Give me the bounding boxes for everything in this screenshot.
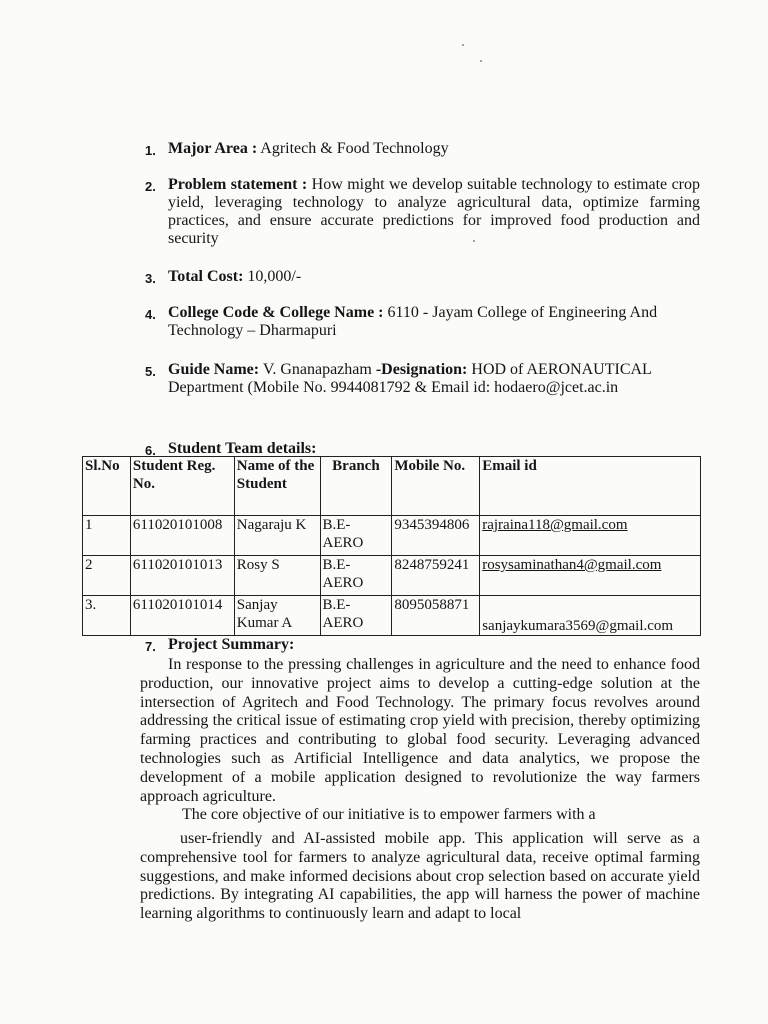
table-row — [83, 556, 701, 596]
col-header-reg: Student Reg. No. — [130, 457, 234, 516]
cell-branch: B.E-AERO — [320, 516, 392, 556]
col-header-name: Name of the Student — [234, 457, 320, 516]
item-text: 10,000/- — [243, 268, 302, 285]
cell-email: sanjaykumara3569@gmail.com — [480, 596, 701, 636]
item-text-designation: HOD of AERONAUTICAL Department (Mobile No. 9944081792 & Email id: hodaero@jcet.ac.in — [168, 361, 652, 396]
cell-mobile: 8095058871 — [392, 596, 480, 636]
summary-heading-label: Project Summary: — [168, 636, 295, 653]
cell-email: rosysaminathan4@gmail.com — [480, 556, 701, 596]
cell-mobile: 8248759241 — [392, 556, 480, 596]
item-label: Guide Name: — [168, 361, 260, 378]
col-header-branch: Branch — [320, 457, 392, 516]
cell-slno: 2 — [83, 556, 131, 596]
cell-reg: 611020101013 — [130, 556, 234, 596]
cell-name: Rosy S — [234, 556, 320, 596]
table-header-row — [83, 457, 701, 516]
scan-speck — [462, 44, 464, 46]
cell-branch: B.E-AERO — [320, 556, 392, 596]
col-header-email: Email id — [480, 457, 701, 516]
team-heading-label: Student Team details: — [168, 440, 317, 457]
cell-branch: B.E-AERO — [320, 596, 392, 636]
item-text: Agritech & Food Technology — [257, 140, 449, 157]
item-number: 6. — [145, 443, 156, 458]
table-row — [83, 516, 701, 556]
cell-mobile: 9345394806 — [392, 516, 480, 556]
item-text: How might we develop suitable technology to estimate crop yield, leveraging technology to analyze agricultural data, optimize farming practices, and ensure accurate predictions for improved food production and security — [168, 176, 701, 247]
scan-speck — [480, 60, 482, 62]
cell-slno: 3. — [83, 596, 131, 636]
item-label: College Code & College Name : — [168, 304, 384, 321]
summary-paragraph-3: user-friendly and AI-assisted mobile app. This application will serve as a comprehensive tool for farmers to analyze agricultural data, receive optimal farming suggestions, and make informed decisions about crop selection based on accurate yield predictions. By integrating AI capabilities, the app will harness the power of machine learning algorithms to continuously learn and adapt to local — [140, 830, 700, 923]
item-label: Total Cost: — [168, 268, 244, 285]
cell-name: Nagaraju K — [234, 516, 320, 556]
item-text: 6110 - Jayam College of Engineering And Technology – Dharmapuri — [168, 304, 658, 339]
summary-paragraph-2: The core objective of our initiative is to empower farmers with a — [182, 806, 596, 823]
item-number: 4. — [145, 307, 156, 322]
cell-email: rajraina118@gmail.com — [480, 516, 701, 556]
cell-slno: 1 — [83, 516, 131, 556]
item-number: 3. — [145, 271, 156, 286]
summary-paragraph-1: In response to the pressing challenges in agriculture and the need to enhance food production, our innovative project aims to develop a cutting-edge solution at the intersection of Agritech and Food Technology. The primary focus revolves around addressing the critical issue of estimating crop yield with precision, thereby optimizing farming practices and contributing to global food security. Leveraging advanced technologies such as Artificial Intelligence and data analytics, we propose the development of a mobile application designed to revolutionize the way farmers approach agriculture. — [140, 656, 700, 805]
item-number: 1. — [145, 143, 156, 158]
item-label: Major Area : — [168, 140, 258, 157]
student-team-table — [82, 456, 701, 636]
table-row — [83, 596, 701, 636]
item-number: 5. — [145, 364, 156, 379]
item-number: 7. — [145, 639, 156, 654]
item-number: 2. — [145, 179, 156, 194]
cell-name: Sanjay Kumar A — [234, 596, 320, 636]
item-label-designation: -Designation: — [375, 361, 468, 378]
col-header-mobile: Mobile No. — [392, 457, 480, 516]
item-label: Problem statement : — [168, 176, 308, 193]
col-header-slno: Sl.No — [83, 457, 131, 516]
cell-reg: 611020101008 — [130, 516, 234, 556]
cell-reg: 611020101014 — [130, 596, 234, 636]
item-text: V. Gnanapazham — [259, 361, 376, 378]
